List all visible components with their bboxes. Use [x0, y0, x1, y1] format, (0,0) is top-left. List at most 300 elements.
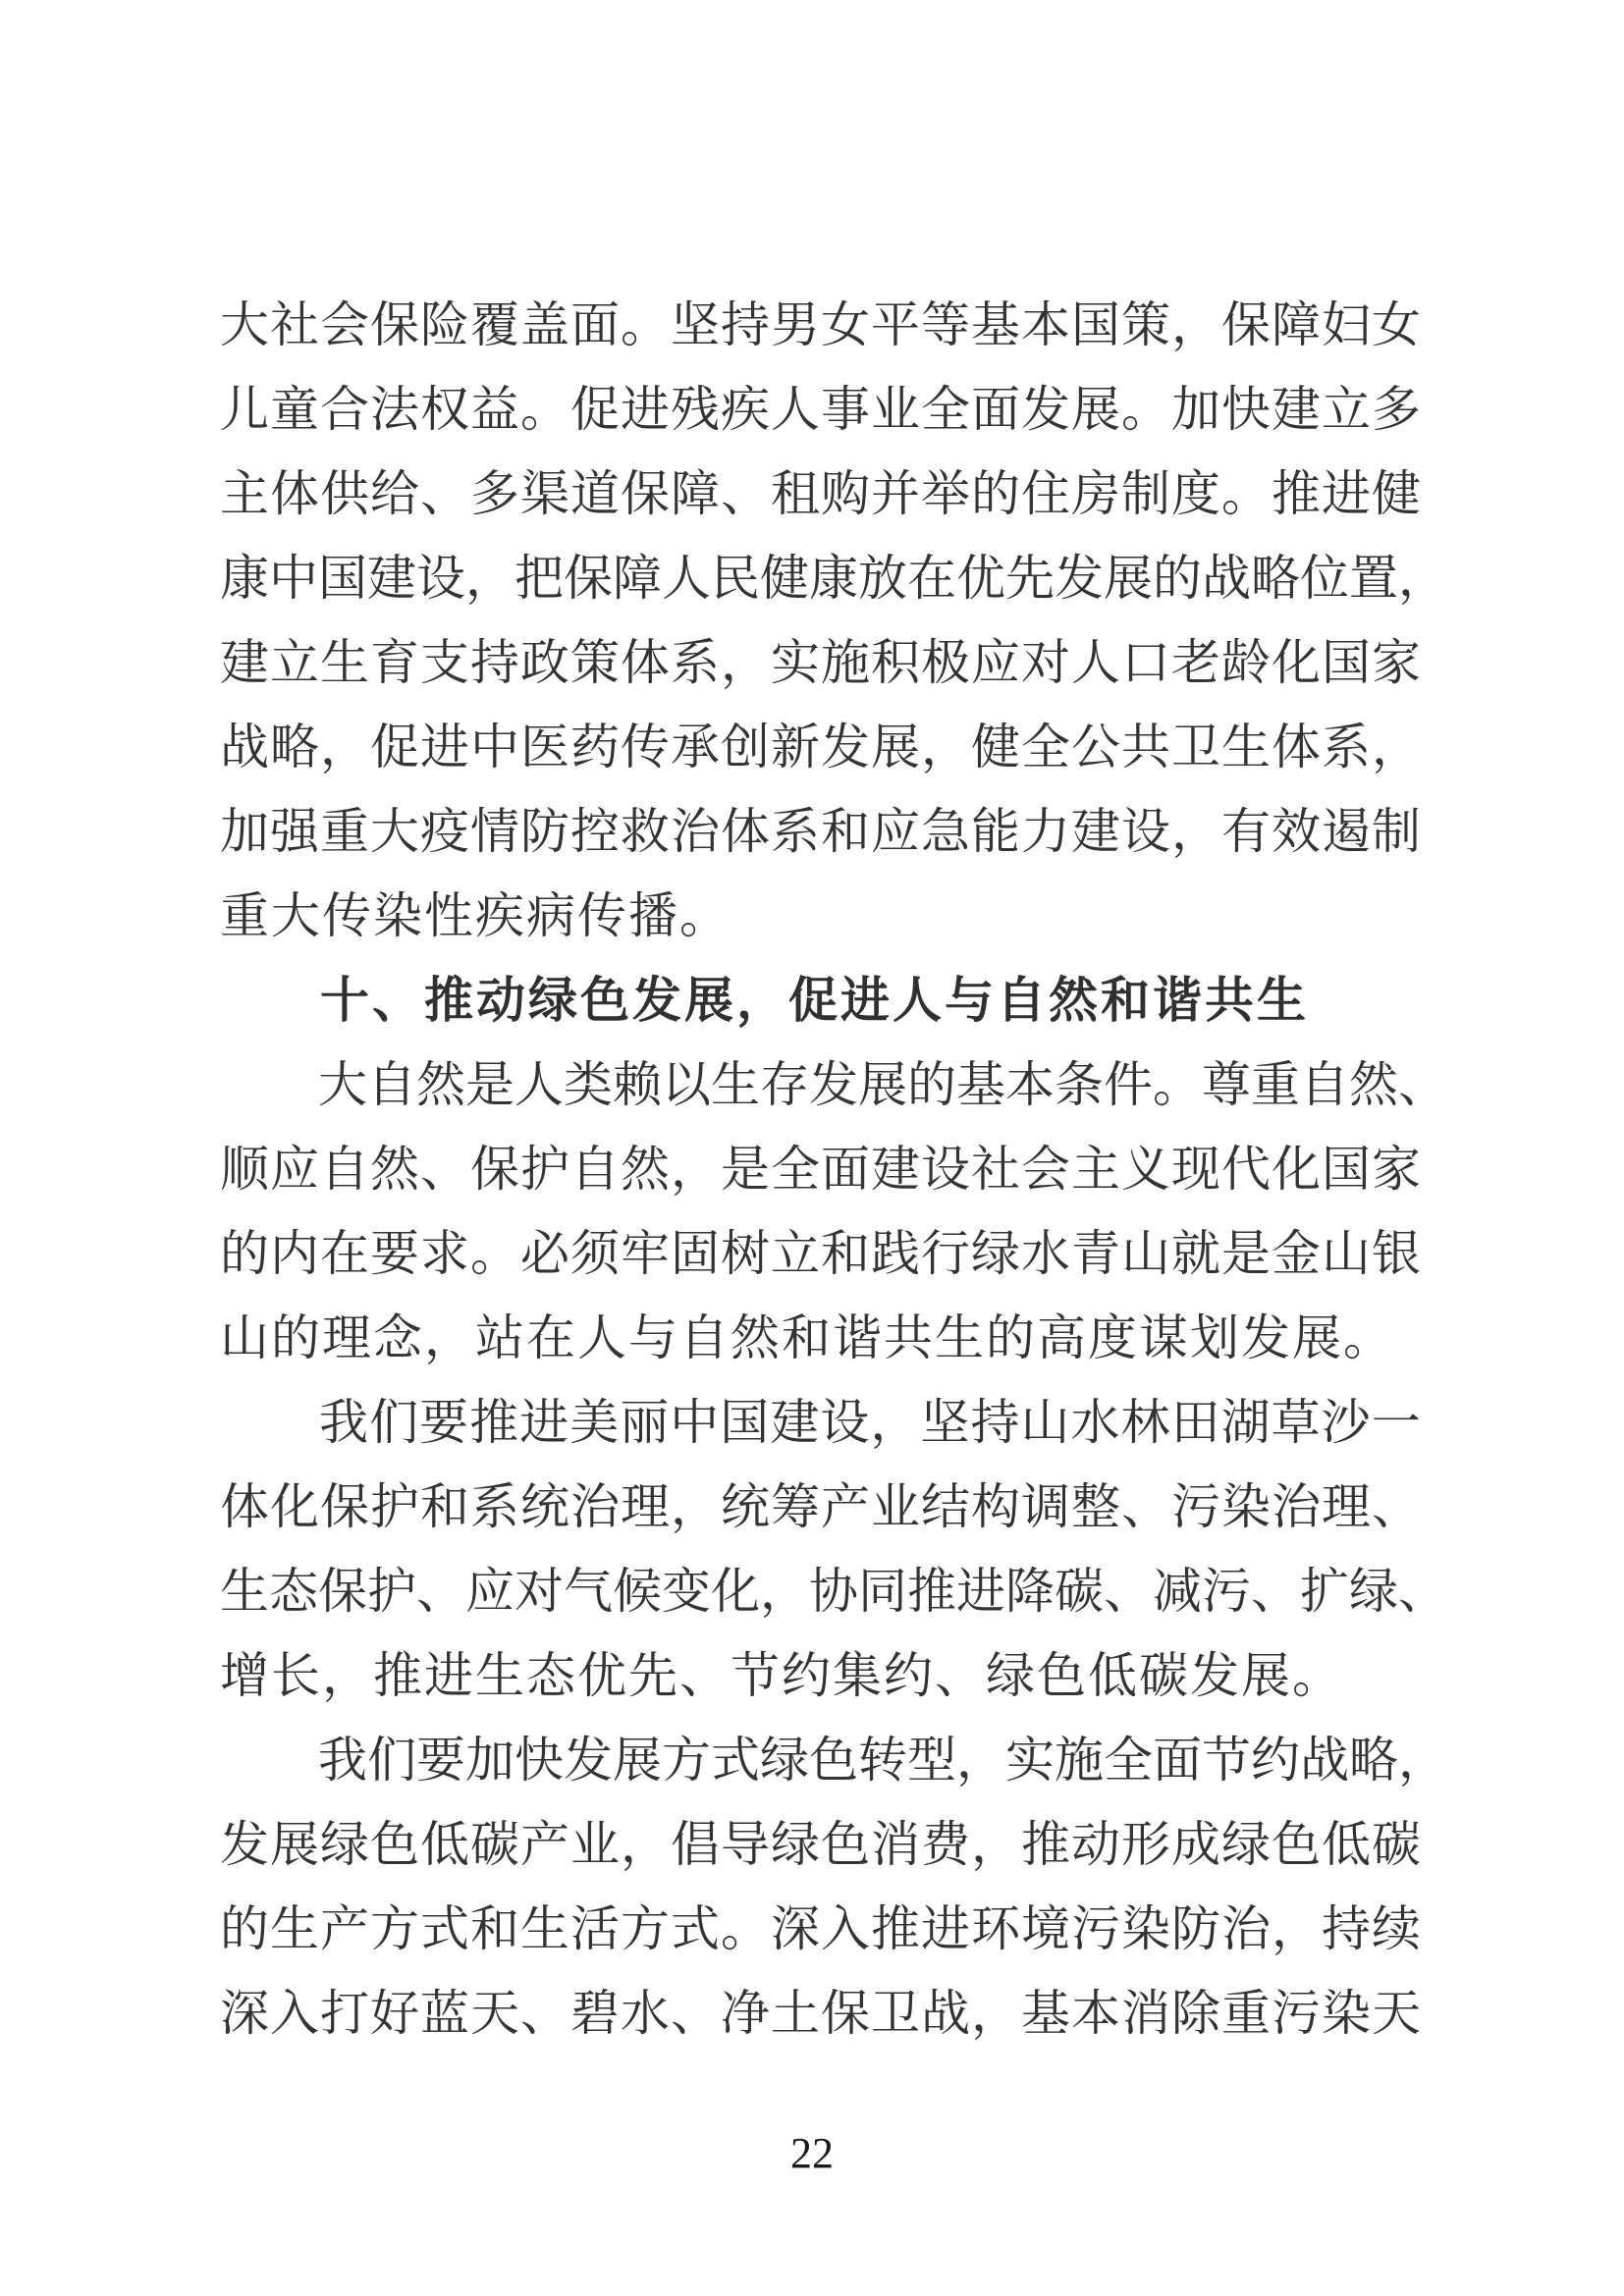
glyph: 践 — [871, 1226, 920, 1281]
glyph: 对 — [1021, 635, 1070, 690]
glyph: 加 — [1171, 382, 1220, 437]
glyph: 度 — [1088, 1310, 1137, 1365]
glyph: 约 — [1251, 1733, 1300, 1788]
glyph: 面 — [1153, 1733, 1202, 1788]
glyph: 设 — [1121, 804, 1170, 859]
glyph: 治 — [570, 1479, 620, 1534]
glyph: 展 — [684, 973, 734, 1028]
glyph: 建 — [871, 1142, 920, 1197]
glyph: 类 — [564, 1057, 613, 1112]
glyph: 山 — [220, 1310, 269, 1365]
glyph: 筹 — [771, 1479, 820, 1534]
glyph: 育 — [370, 635, 419, 690]
glyph: 碳 — [1372, 1817, 1421, 1872]
glyph: 整 — [1071, 1479, 1120, 1534]
glyph: 方 — [662, 1733, 711, 1788]
glyph: 染 — [1322, 1986, 1371, 2041]
glyph: 政 — [520, 635, 569, 690]
glyph: 进 — [921, 1901, 970, 1956]
glyph: 蓝 — [420, 1986, 469, 2041]
text-line — [220, 870, 1421, 954]
glyph: 护 — [370, 1479, 419, 1534]
glyph: 产 — [520, 1817, 569, 1872]
glyph: 然 — [621, 1142, 670, 1197]
glyph: 先 — [628, 1648, 677, 1703]
glyph: 湖 — [1220, 1395, 1271, 1450]
glyph: 生 — [1257, 973, 1307, 1028]
glyph: 权 — [420, 382, 469, 437]
glyph: 持 — [470, 635, 519, 690]
glyph: 渠 — [520, 466, 569, 521]
glyph: 发 — [1241, 1310, 1290, 1365]
glyph: 性 — [424, 888, 473, 943]
glyph: 人 — [1071, 635, 1120, 690]
glyph: 产 — [821, 1479, 870, 1534]
glyph: 推 — [1272, 466, 1321, 521]
glyph: 放 — [858, 551, 907, 606]
glyph: 重 — [220, 888, 269, 943]
glyph: 给 — [370, 466, 419, 521]
glyph: 生 — [1221, 720, 1271, 774]
glyph: 山 — [1322, 1226, 1371, 1281]
glyph: 。 — [520, 382, 569, 437]
glyph: 国 — [1322, 1142, 1371, 1197]
glyph: 战 — [220, 720, 269, 774]
glyph: ， — [320, 720, 369, 774]
glyph: 应 — [871, 804, 920, 859]
glyph: 设 — [820, 1395, 870, 1450]
glyph: 色 — [1037, 1648, 1086, 1703]
glyph: 件 — [1104, 1057, 1153, 1112]
glyph: 深 — [771, 1901, 820, 1956]
glyph: 妇 — [1322, 297, 1371, 352]
glyph: 建 — [770, 1395, 820, 1450]
glyph: 山 — [1020, 1395, 1070, 1450]
glyph: 优 — [577, 1648, 626, 1703]
glyph: 体 — [721, 804, 770, 859]
glyph: 障 — [613, 551, 662, 606]
glyph: 举 — [921, 466, 970, 521]
glyph: 的 — [220, 1901, 269, 1956]
glyph: 发 — [632, 973, 682, 1028]
glyph: 覆 — [470, 297, 519, 352]
glyph: 系 — [1322, 720, 1371, 774]
glyph: ， — [1398, 1733, 1447, 1788]
glyph: 谐 — [1153, 973, 1203, 1028]
glyph: 染 — [373, 888, 422, 943]
glyph: 制 — [1121, 466, 1170, 521]
glyph: 义 — [1121, 1142, 1170, 1197]
glyph: 护 — [367, 1564, 416, 1619]
glyph: 发 — [1021, 382, 1070, 437]
glyph: 然 — [731, 1310, 780, 1365]
text-line — [220, 448, 1421, 532]
glyph: 积 — [871, 635, 920, 690]
glyph: 增 — [220, 1648, 269, 1703]
glyph: 重 — [320, 804, 369, 859]
glyph: 色 — [580, 973, 630, 1028]
glyph: 住 — [1021, 466, 1070, 521]
glyph: 然 — [416, 1057, 465, 1112]
glyph: 绿 — [771, 1817, 820, 1872]
glyph: 行 — [921, 1226, 970, 1281]
glyph: 供 — [320, 466, 369, 521]
glyph: 残 — [671, 382, 720, 437]
glyph: 疾 — [721, 382, 770, 437]
glyph: 国 — [318, 551, 367, 606]
glyph: 绿 — [1221, 1817, 1271, 1872]
glyph: 多 — [470, 466, 519, 521]
glyph: 现 — [1171, 1142, 1220, 1197]
glyph: 方 — [370, 1901, 419, 1956]
glyph: 人 — [514, 1057, 564, 1112]
glyph: 中 — [470, 720, 519, 774]
glyph: 促 — [370, 720, 419, 774]
glyph: 播 — [628, 888, 677, 943]
glyph: 建 — [367, 551, 416, 606]
glyph: 病 — [526, 888, 575, 943]
glyph: 碳 — [1055, 1564, 1104, 1619]
glyph: 要 — [370, 1226, 419, 1281]
glyph: 、 — [420, 466, 469, 521]
glyph: 战 — [921, 1986, 970, 2041]
glyph: 推 — [907, 1564, 956, 1619]
glyph: 低 — [1088, 1648, 1137, 1703]
glyph: 保 — [318, 1564, 367, 1619]
glyph: 自 — [320, 1142, 369, 1197]
glyph: 疫 — [420, 804, 469, 859]
glyph: 内 — [270, 1226, 319, 1281]
glyph: 保 — [564, 551, 613, 606]
glyph: 扩 — [1300, 1564, 1349, 1619]
glyph: 污 — [1171, 1479, 1220, 1534]
glyph: 保 — [1221, 297, 1271, 352]
glyph: 发 — [809, 1057, 858, 1112]
text-line — [220, 1207, 1421, 1292]
glyph: 障 — [1272, 297, 1321, 352]
glyph: 牢 — [621, 1226, 670, 1281]
glyph: 、 — [1398, 1564, 1447, 1619]
glyph: 高 — [1037, 1310, 1086, 1365]
text-line — [220, 785, 1421, 870]
glyph: 谋 — [1139, 1310, 1188, 1365]
glyph: ， — [956, 1733, 1005, 1788]
glyph: 力 — [1021, 804, 1070, 859]
glyph: 加 — [220, 804, 269, 859]
glyph: 急 — [921, 804, 970, 859]
glyph: 体 — [621, 635, 670, 690]
glyph: 战 — [1202, 551, 1251, 606]
glyph: 倡 — [671, 1817, 720, 1872]
glyph: 、 — [679, 1648, 729, 1703]
glyph: 在 — [907, 551, 956, 606]
glyph: 绿 — [986, 1648, 1035, 1703]
glyph: 低 — [1322, 1817, 1371, 1872]
glyph: 健 — [971, 720, 1020, 774]
glyph: 设 — [416, 551, 465, 606]
glyph: 自 — [997, 973, 1047, 1028]
glyph: 民 — [711, 551, 760, 606]
glyph: 赖 — [613, 1057, 662, 1112]
glyph: 节 — [731, 1648, 780, 1703]
glyph: 然 — [1349, 1057, 1398, 1112]
glyph: 略 — [270, 720, 319, 774]
glyph: 色 — [370, 1817, 419, 1872]
glyph: 净 — [721, 1986, 770, 2041]
glyph: 加 — [465, 1733, 514, 1788]
glyph: 的 — [907, 1057, 956, 1112]
glyph: 要 — [419, 1395, 469, 1450]
glyph: 。 — [1292, 1648, 1341, 1703]
glyph: 降 — [1005, 1564, 1055, 1619]
glyph: 的 — [220, 1226, 269, 1281]
glyph: 系 — [671, 635, 720, 690]
text-line — [220, 1123, 1421, 1207]
glyph: 公 — [1071, 720, 1120, 774]
glyph: 系 — [470, 1479, 519, 1534]
glyph: 推 — [469, 1395, 519, 1450]
glyph: 共 — [884, 1310, 933, 1365]
glyph: 国 — [1322, 635, 1371, 690]
glyph: 化 — [1272, 635, 1321, 690]
glyph: 全 — [1104, 1733, 1153, 1788]
glyph: 、 — [671, 1986, 720, 2041]
glyph: 同 — [858, 1564, 907, 1619]
glyph: 。 — [621, 297, 670, 352]
glyph: 大 — [370, 804, 419, 859]
glyph: 促 — [788, 973, 839, 1028]
glyph: 大 — [271, 888, 320, 943]
glyph: 发 — [821, 720, 870, 774]
glyph: 。 — [470, 1226, 519, 1281]
glyph: 童 — [270, 382, 319, 437]
glyph: 重 — [1251, 1057, 1300, 1112]
glyph: 优 — [956, 551, 1005, 606]
glyph: 和 — [782, 1310, 831, 1365]
glyph: ， — [322, 1648, 371, 1703]
glyph: 集 — [833, 1648, 882, 1703]
glyph: 自 — [570, 1142, 620, 1197]
glyph: 、 — [935, 1648, 984, 1703]
glyph: 存 — [760, 1057, 809, 1112]
glyph: 坚 — [920, 1395, 970, 1450]
glyph: 国 — [1071, 297, 1120, 352]
glyph: 展 — [871, 720, 920, 774]
glyph: ， — [621, 1817, 670, 1872]
glyph: 社 — [270, 297, 319, 352]
glyph: 站 — [475, 1310, 524, 1365]
glyph: 和 — [821, 1226, 870, 1281]
glyph: 面 — [821, 1142, 870, 1197]
glyph: 、 — [721, 466, 770, 521]
glyph: 快 — [1221, 382, 1271, 437]
glyph: 。 — [721, 1901, 770, 1956]
glyph: 盖 — [520, 297, 569, 352]
glyph: 动 — [1071, 1817, 1120, 1872]
glyph: 强 — [270, 804, 319, 859]
glyph: 生 — [475, 1648, 524, 1703]
glyph: 形 — [1121, 1817, 1170, 1872]
glyph: 治 — [1221, 1901, 1271, 1956]
glyph: 疾 — [475, 888, 524, 943]
glyph: 展 — [1241, 1648, 1290, 1703]
glyph: 应 — [465, 1564, 514, 1619]
glyph: ， — [971, 1986, 1020, 2041]
glyph: 求 — [420, 1226, 469, 1281]
glyph: 、 — [1398, 1057, 1447, 1112]
glyph: 新 — [771, 720, 820, 774]
glyph: 控 — [570, 804, 620, 859]
glyph: 化 — [1272, 1142, 1321, 1197]
glyph: ， — [1171, 804, 1220, 859]
glyph: 。 — [1121, 382, 1170, 437]
glyph: 进 — [956, 1564, 1005, 1619]
glyph: 全 — [771, 1142, 820, 1197]
glyph: 绿 — [971, 1226, 1020, 1281]
glyph: 益 — [470, 382, 519, 437]
glyph: 购 — [821, 466, 870, 521]
glyph: 消 — [1121, 1986, 1170, 2041]
glyph: 绿 — [320, 1817, 369, 1872]
glyph: 本 — [1021, 297, 1070, 352]
glyph: 业 — [570, 1817, 620, 1872]
glyph: 主 — [220, 466, 269, 521]
glyph: 会 — [320, 297, 369, 352]
glyph: 和 — [1101, 973, 1151, 1028]
glyph: 基 — [971, 297, 1020, 352]
glyph: 共 — [1121, 720, 1170, 774]
glyph: 口 — [1121, 635, 1170, 690]
glyph: 建 — [1071, 804, 1120, 859]
glyph: 老 — [1171, 635, 1220, 690]
glyph: 全 — [1021, 720, 1070, 774]
glyph: 化 — [270, 1479, 319, 1534]
glyph: 坚 — [671, 297, 720, 352]
glyph: 绿 — [528, 973, 578, 1028]
glyph: 家 — [1372, 635, 1421, 690]
glyph: 好 — [370, 1986, 419, 2041]
glyph: 应 — [270, 1142, 319, 1197]
glyph: 统 — [520, 1479, 569, 1534]
glyph: 传 — [577, 888, 626, 943]
glyph: ， — [465, 551, 514, 606]
text-line — [220, 1967, 1421, 2052]
glyph: 约 — [884, 1648, 933, 1703]
glyph: 事 — [821, 382, 870, 437]
glyph: 与 — [628, 1310, 677, 1365]
glyph: 实 — [771, 635, 820, 690]
glyph: 的 — [971, 466, 1020, 521]
glyph: 本 — [1005, 1057, 1055, 1112]
glyph: 全 — [921, 382, 970, 437]
glyph: ， — [424, 1310, 473, 1365]
glyph: 把 — [514, 551, 564, 606]
glyph: 、 — [416, 1564, 465, 1619]
glyph: 推 — [1021, 1817, 1070, 1872]
glyph: 租 — [771, 466, 820, 521]
glyph: 医 — [520, 720, 569, 774]
glyph: 先 — [1005, 551, 1055, 606]
glyph: 续 — [1372, 1901, 1421, 1956]
glyph: 水 — [621, 1986, 670, 2041]
text-line — [220, 1798, 1421, 1883]
glyph: 国 — [720, 1395, 770, 1450]
glyph: 障 — [671, 466, 720, 521]
glyph: 污 — [1202, 1564, 1251, 1619]
glyph: 草 — [1271, 1395, 1321, 1450]
glyph: 进 — [519, 1395, 569, 1450]
glyph: 染 — [1221, 1479, 1271, 1534]
glyph: 中 — [269, 551, 318, 606]
glyph: 们 — [369, 1395, 419, 1450]
glyph: 生 — [270, 1901, 319, 1956]
glyph: ， — [760, 1564, 809, 1619]
glyph: 然 — [370, 1142, 419, 1197]
glyph: 面 — [570, 297, 620, 352]
glyph: ， — [921, 720, 970, 774]
text-line — [220, 1376, 1421, 1461]
glyph: 健 — [1372, 466, 1421, 521]
glyph: 美 — [569, 1395, 620, 1450]
glyph: ， — [736, 973, 786, 1028]
glyph: 谐 — [833, 1310, 882, 1365]
glyph: 动 — [476, 973, 526, 1028]
glyph: 药 — [570, 720, 620, 774]
glyph: 面 — [971, 382, 1020, 437]
glyph: 建 — [220, 635, 269, 690]
glyph: 条 — [1055, 1057, 1104, 1112]
glyph: 、 — [1372, 1479, 1421, 1534]
glyph: 污 — [1071, 1901, 1120, 1956]
glyph: 减 — [1153, 1564, 1202, 1619]
glyph: 体 — [1272, 720, 1321, 774]
glyph: 立 — [771, 1226, 820, 1281]
text-line — [220, 1461, 1421, 1545]
glyph: 度 — [1171, 466, 1220, 521]
glyph: 长 — [271, 1648, 320, 1703]
glyph: 防 — [520, 804, 569, 859]
glyph: 要 — [416, 1733, 465, 1788]
glyph: 进 — [420, 720, 469, 774]
glyph: 产 — [320, 1901, 369, 1956]
glyph: 然 — [1049, 973, 1099, 1028]
glyph: 险 — [420, 297, 469, 352]
glyph: 业 — [871, 382, 920, 437]
glyph: 展 — [1104, 551, 1153, 606]
glyph: 生 — [935, 1310, 984, 1365]
text-line — [220, 1292, 1421, 1376]
glyph: 低 — [420, 1817, 469, 1872]
glyph: 大 — [318, 1057, 367, 1112]
glyph: 制 — [1372, 804, 1421, 859]
glyph: 龄 — [1221, 635, 1271, 690]
glyph: 保 — [320, 1479, 369, 1534]
glyph: 中 — [670, 1395, 720, 1450]
glyph: 共 — [1205, 973, 1255, 1028]
glyph: 、 — [420, 1142, 469, 1197]
glyph: 以 — [662, 1057, 711, 1112]
glyph: 促 — [570, 382, 620, 437]
glyph: 水 — [1021, 1226, 1070, 1281]
glyph: 保 — [470, 1142, 519, 1197]
glyph: 基 — [1021, 1986, 1070, 2041]
glyph: 重 — [1221, 1986, 1271, 2041]
glyph: 的 — [986, 1310, 1035, 1365]
glyph: 型 — [907, 1733, 956, 1788]
glyph: 情 — [470, 804, 519, 859]
glyph: 生 — [711, 1057, 760, 1112]
glyph: 略 — [1251, 551, 1300, 606]
